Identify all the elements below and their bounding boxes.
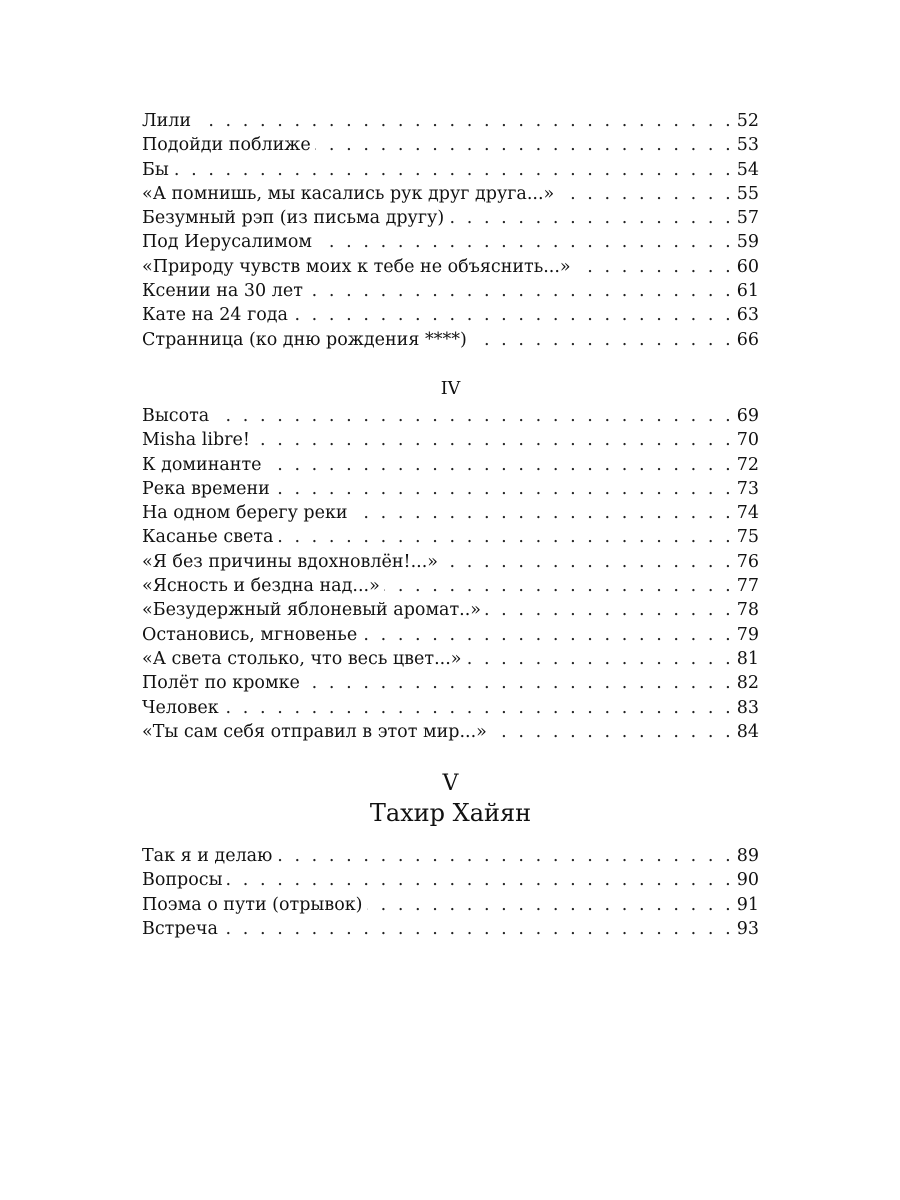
toc-entry-title: Встреча	[142, 919, 218, 940]
toc-entry-page: 93	[736, 919, 759, 940]
toc-entry-title: Так я и делаю	[142, 846, 273, 867]
toc-entry[interactable]	[142, 893, 759, 917]
toc-entry-page: 70	[736, 430, 759, 451]
toc-entry-title: Остановись, мгновенье	[142, 624, 358, 645]
toc-entry[interactable]	[142, 328, 759, 352]
toc-entry-page: 77	[736, 576, 759, 597]
toc-entry-title: «Я без причины вдохновлён!...»	[142, 551, 438, 572]
toc-entry-page: 83	[736, 697, 759, 718]
toc-entry-page: 84	[736, 721, 759, 742]
dot-leader	[254, 428, 734, 452]
toc-entry-page: 57	[736, 208, 759, 229]
toc-entry[interactable]	[142, 158, 759, 182]
toc-entry[interactable]	[142, 404, 759, 428]
dot-leader	[227, 868, 734, 892]
toc-entry-page: 75	[736, 527, 759, 548]
toc-entry-title: Ксении на 30 лет	[142, 281, 303, 302]
toc-entry-title: Лили	[142, 111, 192, 131]
toc-entry[interactable]	[142, 501, 759, 525]
toc-entry-page: 74	[736, 503, 759, 524]
dot-leader	[266, 453, 734, 477]
toc-entry[interactable]	[142, 255, 759, 279]
toc-entry-page: 76	[736, 551, 759, 572]
toc-entry-page: 81	[736, 648, 759, 669]
toc-entry-title: Безумный рэп (из письма другу)	[142, 208, 445, 229]
toc-entry-title: Поэма о пути (отрывок)	[142, 894, 363, 915]
dot-leader	[307, 279, 734, 303]
toc-entry[interactable]	[142, 525, 759, 549]
toc-entry-title: «Ты сам себя отправил в этот мир...»	[142, 721, 487, 742]
dot-leader	[442, 550, 734, 574]
toc-entry-page: 63	[736, 305, 759, 326]
toc-entry-title: Полёт по кромке	[142, 673, 300, 694]
dot-leader	[195, 109, 734, 133]
toc-entry[interactable]	[142, 623, 759, 647]
toc-entry-title: «Природу чувств моих к тебе не объяснить...»	[142, 256, 571, 277]
toc-entry-title: «А света столько, что весь цвет...»	[142, 648, 462, 669]
toc-entry[interactable]	[142, 868, 759, 892]
dot-leader	[222, 917, 734, 941]
dot-leader	[352, 501, 734, 525]
toc-entry-title: «А помнишь, мы касались рук друг друга...»	[142, 183, 555, 204]
dot-leader	[558, 182, 733, 206]
dot-leader	[316, 230, 734, 254]
toc-entry-page: 79	[736, 624, 759, 645]
toc-entry-page: 82	[736, 673, 759, 694]
section-numeral-v: V	[442, 771, 459, 797]
toc-entry[interactable]	[142, 206, 759, 230]
toc-entry[interactable]	[142, 574, 759, 598]
toc-entry-page: 54	[736, 159, 759, 180]
dot-leader	[491, 720, 734, 744]
table-of-contents	[142, 109, 759, 941]
dot-leader	[173, 158, 734, 182]
toc-entry-title: К доминанте	[142, 454, 262, 475]
toc-entry-title: «Безудержный яблоневый аромат..»	[142, 600, 482, 621]
toc-entry-title: Вопросы	[142, 870, 223, 891]
dot-leader	[448, 206, 734, 230]
toc-entry[interactable]	[142, 133, 759, 157]
toc-entry-title: Кате на 24 года	[142, 305, 288, 326]
dot-leader	[276, 844, 733, 868]
toc-entry-page: 73	[736, 478, 759, 499]
toc-entry-page: 55	[736, 183, 759, 204]
toc-entry-page: 60	[736, 256, 759, 277]
dot-leader	[485, 598, 734, 622]
dot-leader	[213, 404, 733, 428]
toc-entry-title: Под Иерусалимом	[142, 232, 313, 253]
toc-section-v	[142, 844, 759, 941]
toc-entry-page: 91	[736, 894, 759, 915]
dot-leader	[292, 303, 734, 327]
toc-entry[interactable]	[142, 671, 759, 695]
dot-leader	[304, 671, 734, 695]
toc-entry-page: 52	[736, 111, 759, 131]
dot-leader	[575, 255, 734, 279]
toc-entry[interactable]	[142, 550, 759, 574]
toc-entry-title: «Ясность и бездна над...»	[142, 576, 380, 597]
dot-leader	[384, 574, 734, 598]
dot-leader	[277, 525, 733, 549]
toc-entry-title: Высота	[142, 405, 210, 426]
toc-entry-page: 53	[736, 135, 759, 156]
dot-leader	[274, 477, 734, 501]
toc-entry-page: 89	[736, 846, 759, 867]
toc-entry-title: Подойди поближе	[142, 135, 311, 156]
dot-leader	[465, 647, 733, 671]
toc-entry-page: 72	[736, 454, 759, 475]
toc-entry-page: 90	[736, 870, 759, 891]
dot-leader	[223, 696, 734, 720]
toc-entry[interactable]	[142, 647, 759, 671]
toc-section-continued	[142, 109, 759, 352]
toc-entry[interactable]	[142, 279, 759, 303]
section-author-title: Тахир Хайян	[369, 799, 532, 828]
section-numeral-iv: IV	[440, 378, 461, 399]
toc-entry[interactable]	[142, 598, 759, 622]
toc-entry-title: На одном берегу реки	[142, 503, 348, 524]
toc-entry-page: 66	[736, 329, 759, 350]
toc-entry[interactable]	[142, 453, 759, 477]
toc-entry-title: Misha libre!	[142, 430, 250, 451]
toc-entry[interactable]	[142, 109, 759, 133]
toc-entry-page: 61	[736, 281, 759, 302]
dot-leader	[471, 328, 734, 352]
toc-entry[interactable]	[142, 917, 759, 941]
toc-entry[interactable]	[142, 428, 759, 452]
toc-entry[interactable]	[142, 720, 759, 744]
toc-entry[interactable]	[142, 696, 759, 720]
toc-entry[interactable]	[142, 477, 759, 501]
toc-entry-page: 59	[736, 232, 759, 253]
toc-entry-title: Человек	[142, 697, 219, 718]
toc-entry-page: 78	[736, 600, 759, 621]
toc-entry-page: 69	[736, 405, 759, 426]
toc-entry-title: Бы	[142, 159, 169, 180]
dot-leader	[361, 623, 734, 647]
dot-leader	[367, 893, 734, 917]
toc-entry[interactable]	[142, 230, 759, 254]
toc-entry[interactable]	[142, 303, 759, 327]
toc-entry[interactable]	[142, 182, 759, 206]
toc-section-iv	[142, 404, 759, 744]
toc-entry-title: Странница (ко дню рождения ****)	[142, 329, 467, 350]
toc-entry-title: Касанье света	[142, 527, 274, 548]
toc-entry-title: Река времени	[142, 478, 270, 499]
dot-leader	[315, 133, 734, 157]
toc-entry[interactable]	[142, 844, 759, 868]
